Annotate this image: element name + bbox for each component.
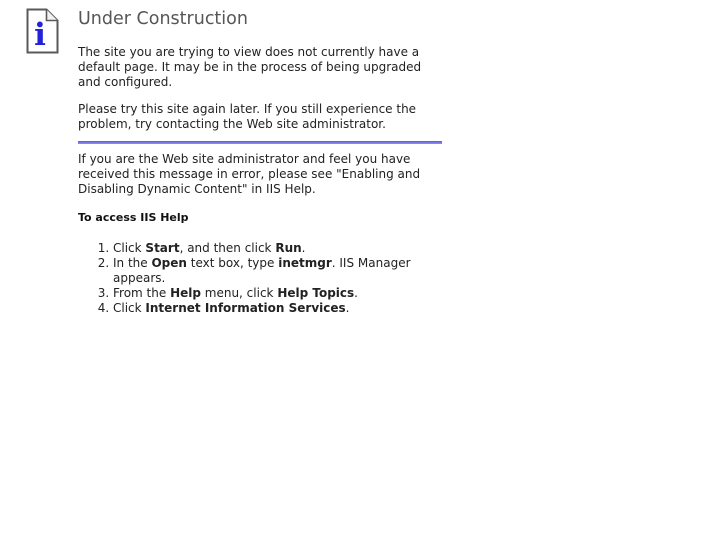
step-4 <box>113 301 442 316</box>
step-text-segment: . <box>301 241 306 255</box>
divider-rule <box>78 141 442 144</box>
step-text-segment: . <box>354 286 358 300</box>
step-bold-segment: Run <box>275 241 302 255</box>
paragraph-administrator: If you are the Web site administrator and feel you have received this message in error, please see "Enabling and Disabling Dynamic Content" in IIS Help. <box>78 152 421 196</box>
iis-help-steps <box>78 241 442 316</box>
info-page-icon-svg <box>26 8 59 54</box>
step-text-segment: text box, type <box>186 256 279 270</box>
step-text-segment: Click <box>113 241 146 255</box>
step-bold-segment: inetmgr <box>278 256 332 270</box>
paragraph-try-later: Please try this site again later. If you still experience the problem, try contacting the Web site administrator. <box>78 102 417 131</box>
step-text-segment: menu, click <box>200 286 278 300</box>
step-text-segment: Click <box>113 301 146 315</box>
step-text-segment: . IIS Manager appears. <box>113 256 411 285</box>
step-1 <box>113 241 442 256</box>
step-text-segment: In the <box>113 256 152 270</box>
step-2 <box>113 256 442 286</box>
step-text-segment: From the <box>113 286 171 300</box>
step-bold-segment: Start <box>145 241 180 255</box>
page-title: Under Construction <box>78 9 248 29</box>
iis-help-heading: To access IIS Help <box>78 211 189 224</box>
step-bold-segment: Open <box>151 256 187 270</box>
step-bold-segment: Help <box>170 286 201 300</box>
info-i-glyph: i <box>34 17 46 53</box>
step-text-segment: . <box>345 301 350 315</box>
content-column <box>78 8 442 316</box>
step-bold-segment: Internet Information Services <box>145 301 346 315</box>
info-page-icon <box>26 8 59 54</box>
step-text-segment: , and then click <box>179 241 276 255</box>
paragraph-default-page: The site you are trying to view does not currently have a default page. It may be in the process of being upgraded and configured. <box>78 45 422 89</box>
step-bold-segment: Help Topics <box>277 286 355 300</box>
step-3 <box>113 286 442 301</box>
